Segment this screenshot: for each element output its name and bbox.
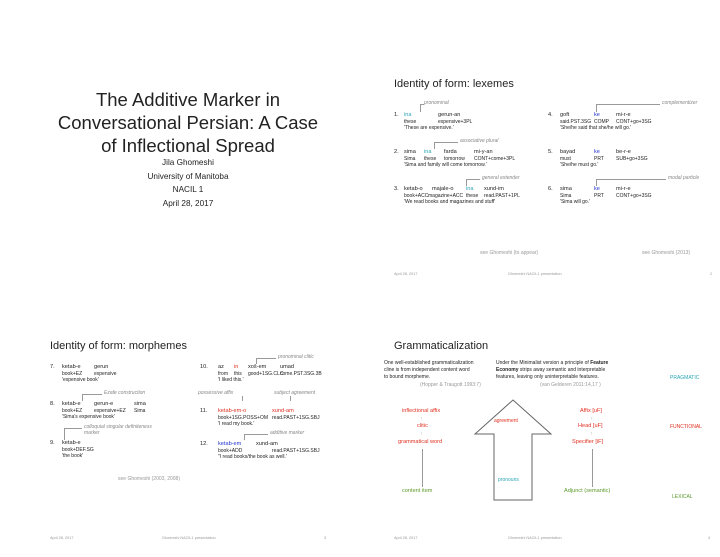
gloss: book+DEF.SG bbox=[62, 447, 94, 453]
example-1 bbox=[394, 112, 461, 119]
citation-gelderen: (van Gelderen 2011:14,17 ) bbox=[540, 382, 601, 388]
gloss: tomorrow bbox=[444, 156, 465, 162]
label-possessive: possessive affix bbox=[198, 390, 234, 396]
connector bbox=[466, 179, 480, 180]
text-line: to bound morpheme. bbox=[384, 374, 431, 380]
citation-hopper: (Hopper & Traugott 1993:7) bbox=[420, 382, 481, 388]
example-12 bbox=[200, 441, 278, 448]
gloss: CONT+come+3PL bbox=[474, 156, 516, 162]
arrow-up-icon: ↑ bbox=[590, 431, 593, 437]
word: ke bbox=[594, 186, 600, 192]
right-affix: Affix [uF] bbox=[580, 408, 602, 414]
gloss: from bbox=[218, 371, 228, 377]
example-number: 9. bbox=[50, 440, 55, 446]
example-number: 8. bbox=[50, 401, 55, 407]
right-head: Head [uF] bbox=[578, 423, 603, 429]
word: majale-o bbox=[432, 186, 454, 192]
example-8 bbox=[50, 401, 146, 408]
label-ezafe: Ezafe construction bbox=[104, 390, 146, 396]
gloss: read.PAST+1SG.SBJ bbox=[272, 448, 320, 454]
word: in bbox=[234, 364, 239, 370]
translation-9: 'the book' bbox=[62, 453, 84, 459]
gloss: said.PST.3SG bbox=[560, 119, 592, 125]
left-grammatical-word: grammatical word bbox=[398, 439, 443, 445]
word: ketab-e bbox=[62, 440, 81, 446]
conference: NACIL 1 bbox=[172, 185, 204, 194]
word: xund-am bbox=[256, 441, 278, 447]
translation-10: 'I liked this.' bbox=[218, 377, 244, 383]
arrow-up-icon: ↑ bbox=[420, 416, 423, 422]
footer-title: Ghomeshi NACIL1 presentation bbox=[508, 536, 562, 540]
text-line: One well-established grammaticalization bbox=[384, 360, 474, 366]
footer-date: April 28, 2017 bbox=[50, 536, 74, 540]
example-number: 5. bbox=[548, 149, 553, 155]
example-5 bbox=[548, 149, 631, 156]
word: umad bbox=[280, 364, 294, 370]
label-colloquial bbox=[84, 424, 154, 436]
example-number: 4. bbox=[548, 112, 553, 118]
right-adjunct: Adjunct (semantic) bbox=[564, 488, 611, 494]
gloss: must bbox=[560, 156, 571, 162]
slide-heading: Grammaticalization bbox=[394, 340, 489, 352]
citation: see Ghomeshi (2003, 2008) bbox=[118, 476, 180, 482]
text-line: cline is from independent content word bbox=[384, 367, 470, 373]
text-line bbox=[496, 367, 608, 374]
label-general-extender: general extender bbox=[482, 175, 520, 181]
title-line-3: of Inflectional Spread bbox=[101, 135, 275, 156]
footer-title: Ghomeshi NACIL1 presentation bbox=[162, 536, 216, 540]
example-9 bbox=[50, 440, 81, 447]
word: ketab-e bbox=[62, 401, 81, 407]
word: ke bbox=[594, 112, 600, 118]
gloss: book+EZ bbox=[62, 371, 83, 377]
footer-title: Ghomeshi NACIL1 presentation bbox=[508, 272, 562, 276]
connector bbox=[596, 179, 666, 180]
author-name: Jila Ghomeshi bbox=[162, 158, 214, 167]
gloss: read.PAST+1SG.SBJ bbox=[272, 415, 320, 421]
gloss: read.PAST+1PL bbox=[484, 193, 520, 199]
example-number: 12. bbox=[200, 441, 208, 447]
word: sima bbox=[560, 186, 572, 192]
text-line: features, leaving only uninterpretable features. bbox=[496, 374, 599, 380]
title-line-2: Conversational Persian: A Case bbox=[57, 112, 319, 133]
gloss: Sima bbox=[134, 408, 146, 414]
label-associative-plural: associative plural bbox=[460, 138, 499, 144]
word: mi-r-e bbox=[616, 186, 631, 192]
translation-4: 'She/he said that she/he will go.' bbox=[560, 125, 632, 131]
example-number: 10. bbox=[200, 364, 208, 370]
example-number: 3. bbox=[394, 186, 399, 192]
example-number: 11. bbox=[200, 408, 208, 414]
example-number: 1. bbox=[394, 112, 399, 118]
example-2 bbox=[394, 149, 493, 156]
big-up-arrow bbox=[472, 398, 554, 502]
gloss: Sima bbox=[560, 193, 572, 199]
text: strips away semantic and interpretable bbox=[518, 367, 606, 373]
arrow-up-icon: ↑ bbox=[420, 431, 423, 437]
title-line-1: The Additive Marker in bbox=[95, 89, 281, 110]
word: mi-r-e bbox=[616, 112, 631, 118]
example-7 bbox=[50, 364, 109, 371]
right-specifier: Specifier [iF] bbox=[572, 439, 604, 445]
page-number: 4 bbox=[708, 536, 711, 540]
date: April 28, 2017 bbox=[162, 198, 214, 208]
example-11 bbox=[200, 408, 294, 415]
translation-2: 'Sima and family will come tomorrow.' bbox=[404, 162, 487, 168]
connector bbox=[596, 179, 597, 186]
gloss: PRT bbox=[594, 156, 604, 162]
translation-1: 'These are expensive.' bbox=[404, 125, 454, 131]
citation-1: see Ghomeshi (to appear) bbox=[480, 250, 539, 256]
word: az bbox=[218, 364, 224, 370]
author-block bbox=[22, 156, 354, 210]
gloss: CONT+go+3SG bbox=[616, 119, 652, 125]
word: sima bbox=[404, 149, 416, 155]
slide-lexemes bbox=[380, 38, 712, 280]
paragraph-minimalist bbox=[496, 360, 608, 381]
example-number: 6. bbox=[548, 186, 553, 192]
side-label-pragmatic: PRAGMATIC bbox=[670, 375, 700, 381]
connector bbox=[244, 434, 268, 435]
label-pronominal: pronominal bbox=[424, 100, 449, 106]
connector bbox=[434, 142, 435, 149]
page-number: 2 bbox=[710, 272, 713, 276]
connector bbox=[596, 104, 660, 105]
connector bbox=[82, 394, 102, 395]
slide-heading: Identity of form: morphemes bbox=[50, 340, 187, 352]
word: ketab-e bbox=[62, 364, 81, 370]
connector bbox=[422, 449, 423, 487]
connector bbox=[64, 428, 82, 429]
gloss: PRT bbox=[594, 193, 604, 199]
word: bayad bbox=[560, 149, 576, 155]
word: ketab-em-o bbox=[218, 408, 247, 414]
word: gerun bbox=[94, 364, 109, 370]
gloss: good+1SG.CLC bbox=[248, 371, 284, 377]
word: ina bbox=[424, 149, 432, 155]
citation-2: see Ghomeshi (2013) bbox=[642, 250, 691, 256]
word: ketab-em bbox=[218, 441, 242, 447]
left-clitic: clitic bbox=[417, 423, 428, 429]
label-modal-particle: modal particle bbox=[668, 175, 700, 181]
middle-agreement: agreement bbox=[494, 418, 518, 424]
example-number: 2. bbox=[394, 149, 399, 155]
left-content-item: content item bbox=[402, 488, 433, 494]
word: xund-im bbox=[484, 186, 504, 192]
side-label-lexical: LEXICAL bbox=[672, 494, 693, 500]
word: ina bbox=[404, 112, 412, 118]
word: sima bbox=[134, 401, 146, 407]
word: ketab-o bbox=[404, 186, 423, 192]
example-10 bbox=[200, 364, 294, 371]
translation-12: "I read books/the book as well.' bbox=[218, 454, 287, 460]
connector bbox=[466, 179, 467, 186]
page-number: 3 bbox=[324, 536, 327, 540]
affiliation: University of Manitoba bbox=[147, 171, 229, 181]
connector bbox=[290, 396, 291, 401]
gloss: book+ADD bbox=[218, 448, 243, 454]
gloss: CONT+go+3SG bbox=[616, 193, 652, 199]
connector bbox=[256, 358, 276, 359]
middle-pronouns: pronouns bbox=[498, 477, 519, 483]
gloss: expensive bbox=[94, 371, 117, 377]
word: xoš-em bbox=[248, 364, 267, 370]
word: ke bbox=[594, 149, 600, 155]
connector bbox=[592, 449, 593, 487]
slide-morphemes bbox=[22, 302, 354, 544]
word: goft bbox=[560, 112, 570, 118]
gloss: book+ACC bbox=[404, 193, 429, 199]
connector bbox=[420, 104, 421, 112]
translation-5: 'She/he must go.' bbox=[560, 162, 599, 168]
gloss: magazine+ACC bbox=[428, 193, 464, 199]
example-6 bbox=[548, 186, 631, 193]
title-block bbox=[22, 88, 354, 157]
side-label-functional: FUNCTIONAL bbox=[670, 424, 702, 430]
translation-7: 'expensive book' bbox=[62, 377, 99, 383]
arrow-up-icon: ↑ bbox=[590, 416, 593, 422]
word: ina bbox=[466, 186, 474, 192]
gloss: COMP bbox=[594, 119, 609, 125]
connector bbox=[434, 142, 458, 143]
translation-6: 'Sima will go.' bbox=[560, 199, 590, 205]
gloss: expensive+3PL bbox=[438, 119, 473, 125]
label-text: colloquial singular definiteness marker bbox=[84, 424, 152, 436]
text-line bbox=[496, 360, 608, 367]
gloss: Sima bbox=[404, 156, 416, 162]
connector bbox=[242, 396, 243, 401]
label-pronominal-clitic: pronominal clitic bbox=[278, 354, 314, 360]
gloss: book+1SG.POSS+OM bbox=[218, 415, 269, 421]
example-number: 7. bbox=[50, 364, 55, 370]
text: Under the Minimalist version a principle of bbox=[496, 360, 591, 366]
gloss: these bbox=[466, 193, 479, 199]
gloss: these bbox=[404, 119, 417, 125]
paragraph-cline bbox=[384, 360, 474, 381]
gloss: these bbox=[424, 156, 437, 162]
gloss: this bbox=[234, 371, 242, 377]
translation-8: 'Sima's expensive book' bbox=[62, 414, 115, 420]
word: be-r-e bbox=[616, 149, 631, 155]
example-4 bbox=[548, 112, 631, 119]
connector bbox=[244, 434, 245, 440]
footer-date: April 28, 2017 bbox=[394, 272, 418, 276]
slide-grammaticalization bbox=[380, 302, 712, 544]
slide-heading: Identity of form: lexemes bbox=[394, 78, 514, 90]
example-3 bbox=[394, 186, 504, 193]
word: gerun-e bbox=[94, 401, 114, 407]
connector bbox=[82, 394, 83, 401]
label-complementizer: complementizer bbox=[662, 100, 698, 106]
word: gerun-an bbox=[438, 112, 461, 118]
word: xund-am bbox=[272, 408, 294, 414]
text: Feature bbox=[590, 360, 609, 366]
gloss: come.PST.3SG.3B bbox=[280, 371, 322, 377]
slide-title bbox=[22, 38, 354, 280]
translation-11: 'I read my book.' bbox=[218, 421, 255, 427]
gloss: SUB+go+3SG bbox=[616, 156, 648, 162]
connector bbox=[596, 104, 597, 112]
gloss: expensive+EZ bbox=[94, 408, 126, 414]
label-subject: subject agreement bbox=[274, 390, 316, 396]
footer-date: April 28, 2017 bbox=[394, 536, 418, 540]
word: farda bbox=[444, 149, 457, 155]
text: Economy bbox=[496, 367, 519, 373]
connector bbox=[64, 428, 65, 440]
label-additive: additive marker bbox=[270, 430, 305, 436]
left-inflectional-affix: inflectional affix bbox=[402, 408, 441, 414]
word: mi-y-an bbox=[474, 149, 493, 155]
translation-3: 'We read books and magazines and stuff' bbox=[404, 199, 496, 205]
gloss: book+EZ bbox=[62, 408, 83, 414]
